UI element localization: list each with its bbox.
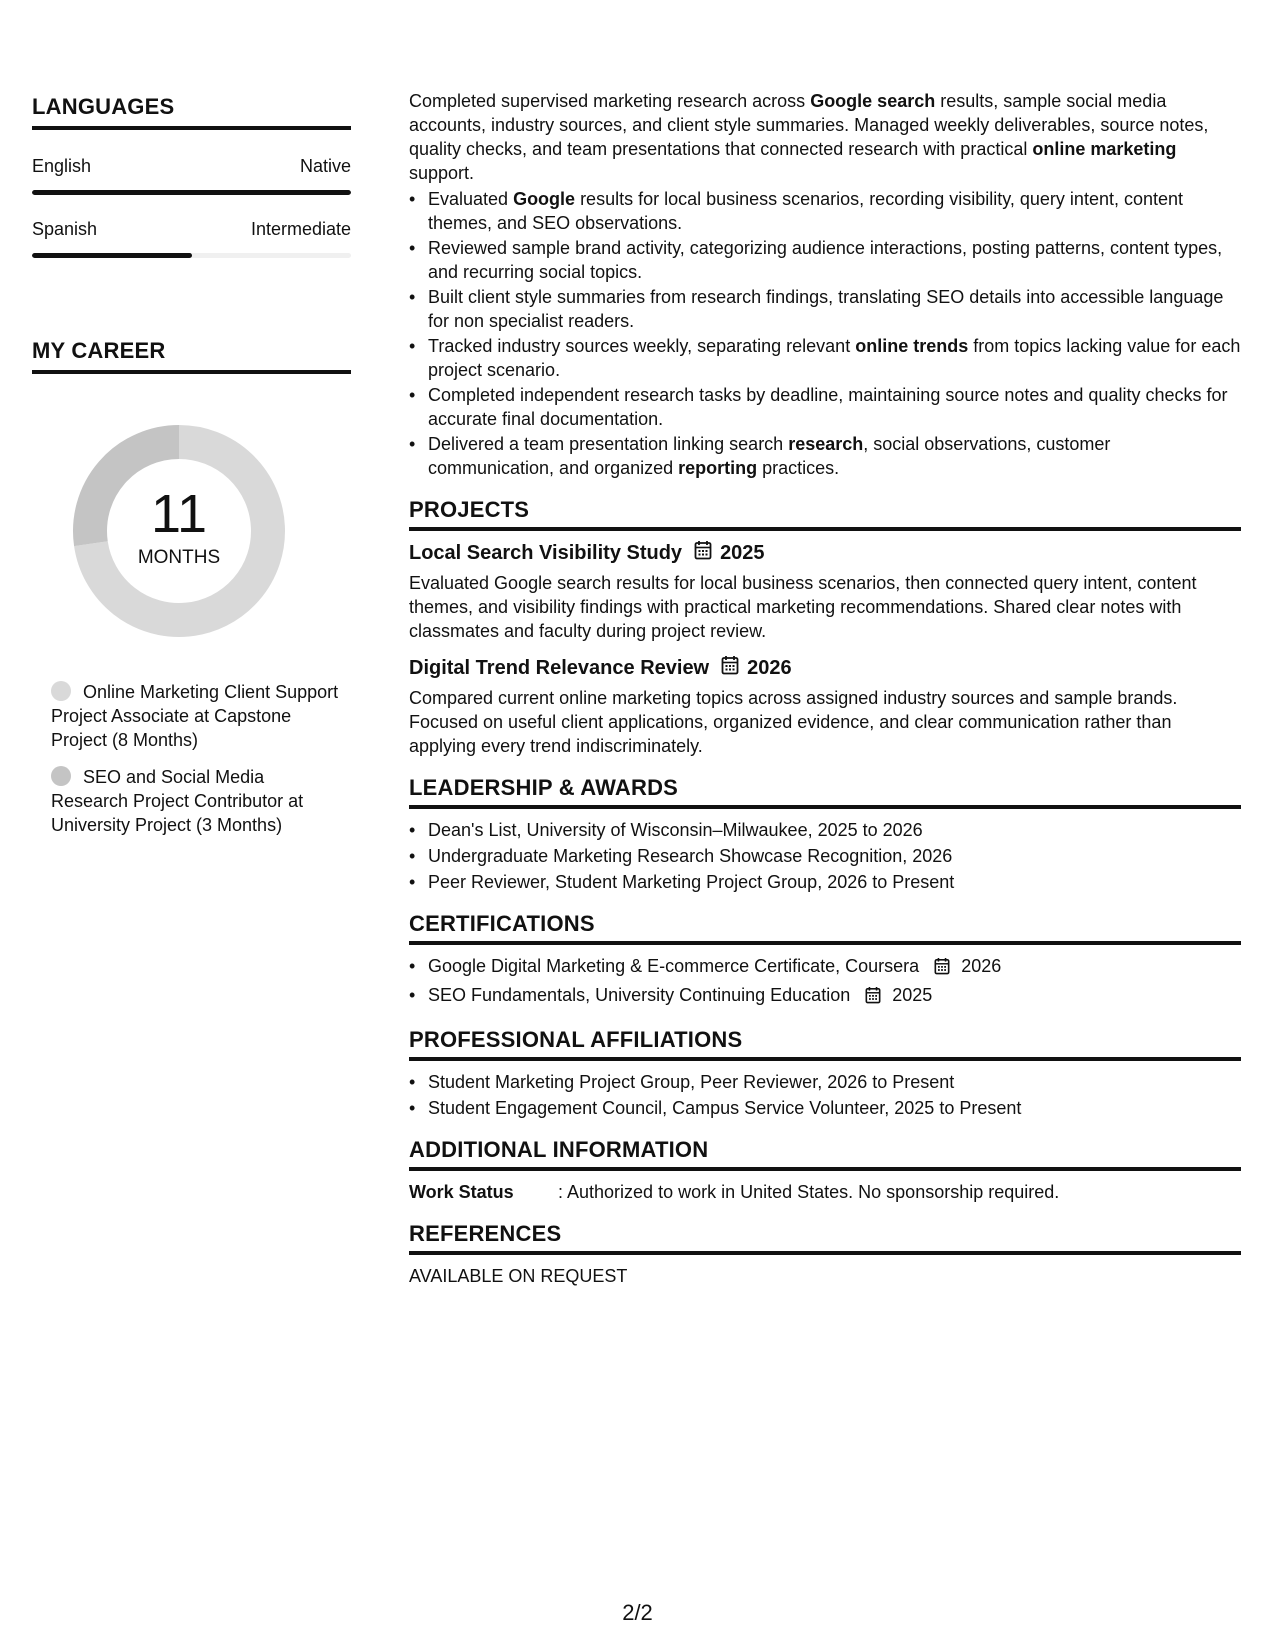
text-run: from topics lacking value for each project scenario. xyxy=(428,336,1241,380)
languages-heading: LANGUAGES xyxy=(32,94,175,119)
experience-summary xyxy=(409,89,1241,185)
list-item: • Dean's List, University of Wisconsin–Milwaukee, 2025 to 2026 xyxy=(409,818,1241,842)
career-total-unit: MONTHS xyxy=(137,547,221,568)
emphasis-text: research xyxy=(788,434,864,454)
experience-bullet xyxy=(409,187,1241,235)
calendar-icon xyxy=(934,957,950,981)
certification-year: 2025 xyxy=(892,985,933,1005)
career-legend-item xyxy=(51,765,341,837)
career-legend xyxy=(51,680,341,837)
references-heading: REFERENCES xyxy=(409,1221,562,1246)
career-legend-text: SEO and Social Media Research Project Contributor at University Project (3 Months) xyxy=(51,767,304,835)
certification-year: 2026 xyxy=(961,956,1002,976)
emphasis-text: reporting xyxy=(678,458,758,478)
leadership-divider xyxy=(409,805,1241,809)
list-item: • Student Marketing Project Group, Peer Reviewer, 2026 to Present xyxy=(409,1070,1241,1094)
work-status-value: : Authorized to work in United States. No sponsorship required. xyxy=(558,1182,1060,1202)
text-run: Delivered a team presentation linking search xyxy=(428,434,789,454)
emphasis-text: online marketing xyxy=(1032,139,1177,159)
career-total-value: 11 xyxy=(150,484,208,544)
project-item xyxy=(409,540,1241,643)
text-run: , social observations, customer communication, and organized xyxy=(428,434,1111,478)
language-name: Spanish xyxy=(32,219,98,239)
career-legend-item xyxy=(51,680,341,752)
text-run: practices. xyxy=(757,458,840,478)
career-donut-center xyxy=(66,418,292,644)
emphasis-text: Google xyxy=(513,189,576,209)
certifications-section xyxy=(409,912,1241,1010)
text-run: Completed supervised marketing research across xyxy=(409,91,811,111)
additional-info-divider xyxy=(409,1167,1241,1171)
affiliations-list xyxy=(409,1070,1241,1120)
project-name: Digital Trend Relevance Review xyxy=(409,657,710,679)
text-run: Completed independent research tasks by deadline, maintaining source notes and quality checks for accurate final documentation. xyxy=(428,385,1228,429)
calendar-icon xyxy=(721,655,739,681)
leadership-section xyxy=(409,776,1241,894)
work-status-label: Work Status xyxy=(409,1182,514,1202)
emphasis-text: online trends xyxy=(855,336,969,356)
calendar-icon xyxy=(865,986,881,1010)
text-run: support. xyxy=(409,163,475,183)
certification-item xyxy=(409,983,1241,1010)
language-proficiency-bar xyxy=(32,190,351,195)
project-header xyxy=(409,655,1241,681)
experience-bullet xyxy=(409,236,1241,284)
project-item xyxy=(409,655,1241,758)
leadership-heading: LEADERSHIP & AWARDS xyxy=(409,775,679,800)
text-run: results for local business scenarios, recording visibility, query intent, content themes, and SEO observations. xyxy=(428,189,1184,233)
experience-bullets xyxy=(409,187,1241,480)
language-level: Intermediate xyxy=(250,219,351,239)
certifications-list xyxy=(409,954,1241,1010)
legend-dot xyxy=(51,766,71,786)
affiliations-divider xyxy=(409,1057,1241,1061)
career-legend-text: Online Marketing Client Support Project Associate at Capstone Project (8 Months) xyxy=(51,682,339,750)
text-run: Reviewed sample brand activity, categorizing audience interactions, posting patterns, content types, and recurring social topics. xyxy=(428,238,1223,282)
project-name: Local Search Visibility Study xyxy=(409,542,683,564)
certification-name: SEO Fundamentals, University Continuing Education xyxy=(428,985,851,1005)
experience-bullet xyxy=(409,285,1241,333)
experience-bullet xyxy=(409,432,1241,480)
additional-info-section xyxy=(409,1138,1241,1204)
experience-bullet xyxy=(409,383,1241,431)
list-item: • Undergraduate Marketing Research Showcase Recognition, 2026 xyxy=(409,844,1241,868)
text-run: Evaluated xyxy=(428,189,514,209)
certification-item xyxy=(409,954,1241,981)
additional-info-heading: ADDITIONAL INFORMATION xyxy=(409,1137,709,1162)
list-item: • Student Engagement Council, Campus Service Volunteer, 2025 to Present xyxy=(409,1096,1241,1120)
projects-heading: PROJECTS xyxy=(409,497,530,522)
references-section xyxy=(409,1222,1241,1288)
left-column xyxy=(32,94,351,850)
text-run: results, sample social media accounts, industry sources, and client style summaries. Managed weekly deliverables, source notes, quality checks, and team presentations that connected research with practical xyxy=(409,91,1209,159)
language-proficiency-fill xyxy=(32,253,192,258)
references-text: AVAILABLE ON REQUEST xyxy=(409,1266,628,1286)
languages-divider xyxy=(32,126,351,130)
text-run: Built client style summaries from research findings, translating SEO details into accessible language for non specialist readers. xyxy=(428,287,1224,331)
affiliations-section xyxy=(409,1028,1241,1120)
legend-dot xyxy=(51,681,71,701)
experience-bullet xyxy=(409,334,1241,382)
project-description: Compared current online marketing topics across assigned industry sources and sample brands. Focused on useful client applications, organized evidence, and clear communication rather than applying every trend indiscriminately. xyxy=(409,688,1178,756)
career-heading: MY CAREER xyxy=(32,338,166,363)
text-run: Tracked industry sources weekly, separating relevant xyxy=(428,336,856,356)
language-level: Native xyxy=(299,156,351,176)
page-number: 2/2 xyxy=(622,1600,653,1625)
language-proficiency-bar xyxy=(32,253,351,258)
certification-name: Google Digital Marketing & E-commerce Certificate, Coursera xyxy=(428,956,920,976)
career-donut-chart xyxy=(66,418,292,644)
leadership-list xyxy=(409,818,1241,894)
project-year: 2025 xyxy=(720,542,765,564)
work-status-row xyxy=(409,1180,1241,1204)
affiliations-heading: PROFESSIONAL AFFILIATIONS xyxy=(409,1027,743,1052)
language-name: English xyxy=(32,156,92,176)
calendar-icon xyxy=(694,540,712,566)
certifications-divider xyxy=(409,941,1241,945)
career-divider xyxy=(32,370,351,374)
language-proficiency-fill xyxy=(32,190,351,195)
language-item xyxy=(32,219,351,258)
emphasis-text: Google search xyxy=(810,91,936,111)
project-header xyxy=(409,540,1241,566)
project-description: Evaluated Google search results for local business scenarios, then connected query intent, content themes, and visibility findings with practical marketing recommendations. Shared clear notes with classmates and faculty during project review. xyxy=(409,573,1197,641)
projects-section xyxy=(409,498,1241,758)
projects-divider xyxy=(409,527,1241,531)
project-year: 2026 xyxy=(747,657,792,679)
certifications-heading: CERTIFICATIONS xyxy=(409,911,595,936)
list-item: • Peer Reviewer, Student Marketing Project Group, 2026 to Present xyxy=(409,870,1241,894)
right-column xyxy=(409,89,1241,1288)
references-divider xyxy=(409,1251,1241,1255)
language-item xyxy=(32,156,351,195)
